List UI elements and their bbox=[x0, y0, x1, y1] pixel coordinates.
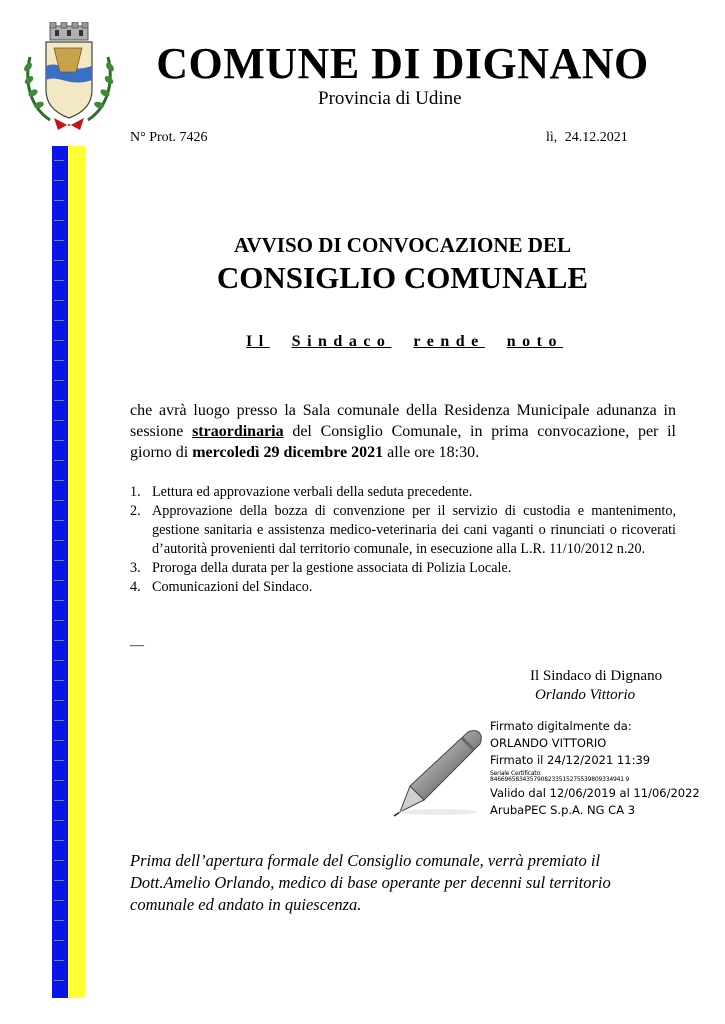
document-date bbox=[546, 130, 628, 146]
stripe-tick bbox=[54, 920, 64, 921]
stripe-tick bbox=[54, 780, 64, 781]
announcement-line bbox=[246, 333, 563, 351]
announce-word: Il bbox=[246, 333, 270, 350]
stripe-tick bbox=[54, 380, 64, 381]
stripe-tick bbox=[54, 160, 64, 161]
date-prefix: lì, bbox=[546, 130, 558, 145]
agenda-item-text: Comunicazioni del Sindaco. bbox=[152, 579, 313, 595]
stripe-tick bbox=[54, 940, 64, 941]
stripe-tick bbox=[54, 800, 64, 801]
stripe-tick bbox=[54, 700, 64, 701]
agenda-item bbox=[130, 502, 676, 559]
agenda-item-number: 3. bbox=[130, 560, 141, 576]
stripe-tick bbox=[54, 360, 64, 361]
stripe-tick bbox=[54, 500, 64, 501]
stripe-tick bbox=[54, 200, 64, 201]
digital-signature-timestamp: Firmato il 24/12/2021 11:39 bbox=[490, 753, 651, 767]
agenda-item-number: 2. bbox=[130, 503, 141, 519]
intro-text: del Consiglio Comunale, in prima convocazione, per il giorno di bbox=[130, 423, 677, 461]
signatory-name: Orlando Vittorio bbox=[535, 687, 636, 703]
notice-heading: AVVISO DI CONVOCAZIONE DEL bbox=[233, 233, 571, 257]
stripe-tick bbox=[54, 460, 64, 461]
stripe-tick bbox=[54, 880, 64, 881]
stripe-tick bbox=[54, 740, 64, 741]
intro-text: che avrà luogo presso la Sala comunale della Residenza Municipale adunanza in sessione bbox=[130, 402, 676, 440]
stripe-tick bbox=[54, 300, 64, 301]
fountain-pen-icon bbox=[390, 726, 486, 818]
stripe-tick bbox=[54, 220, 64, 221]
intro-text: alle ore 18:30. bbox=[383, 444, 480, 461]
agenda-item-text: Approvazione della bozza di convenzione per il servizio di custodia e mantenimento, gestione sanitaria e assistenza medico-veterinaria dei cani vaganti o rinunciati o ricoverati d’autorità provenienti dal territorio comunale, in esecuzione alla L.R. 11/10/2012 n.20. bbox=[152, 503, 676, 557]
certificate-validity: Valido dal 12/06/2019 al 11/06/2022 bbox=[490, 786, 700, 800]
stripe-tick bbox=[54, 340, 64, 341]
page-title: COMUNE DI DIGNANO bbox=[156, 39, 649, 88]
agenda-item bbox=[130, 483, 676, 502]
stripe-tick bbox=[54, 620, 64, 621]
agenda-item bbox=[130, 578, 676, 597]
signatory-role: Il Sindaco di Dignano bbox=[530, 668, 663, 684]
stripe-tick bbox=[54, 660, 64, 661]
stripe-tick bbox=[54, 180, 64, 181]
agenda-item-number: 1. bbox=[130, 484, 141, 500]
agenda-item-number: 4. bbox=[130, 579, 141, 595]
stripe-tick bbox=[54, 400, 64, 401]
meeting-intro bbox=[130, 400, 676, 463]
stripe-tick bbox=[54, 480, 64, 481]
digital-signature-block bbox=[490, 718, 700, 819]
council-heading: CONSIGLIO COMUNALE bbox=[216, 260, 589, 295]
stripe-tick bbox=[54, 680, 64, 681]
session-type: straordinaria bbox=[192, 423, 284, 440]
agenda-item-text: Lettura ed approvazione verbali della seduta precedente. bbox=[152, 484, 473, 500]
stripe-tick bbox=[54, 720, 64, 721]
stripe-tick bbox=[54, 420, 64, 421]
stripe-tick bbox=[54, 960, 64, 961]
stripe-tick bbox=[54, 820, 64, 821]
announce-word: Sindaco bbox=[291, 333, 392, 350]
stripe-tick bbox=[54, 560, 64, 561]
certificate-serial-label: Seriale Certificato: bbox=[490, 770, 542, 777]
award-note: Prima dell’apertura formale del Consiglio comunale, verrà premiato il Dott.Amelio Orlando, medico di base operante per decenni sul territorio comunale ed andato in quiescenza. bbox=[130, 851, 611, 914]
certificate-serial: 8466965834357908233515275539809334941 9 bbox=[490, 776, 630, 783]
announce-word: noto bbox=[506, 333, 563, 350]
stripe-tick bbox=[54, 600, 64, 601]
stripe-tick bbox=[54, 520, 64, 521]
protocol-number: N° Prot. 7426 bbox=[130, 130, 208, 145]
digital-signature-label: Firmato digitalmente da: bbox=[490, 719, 632, 733]
certificate-issuer: ArubaPEC S.p.A. NG CA 3 bbox=[490, 803, 636, 817]
stripe-tick bbox=[54, 440, 64, 441]
stripe-tick bbox=[54, 980, 64, 981]
digital-signature-name: ORLANDO VITTORIO bbox=[490, 736, 607, 750]
stripe-tick bbox=[54, 760, 64, 761]
meeting-day: mercoledì 29 dicembre 2021 bbox=[192, 444, 384, 461]
stripe-tick bbox=[54, 640, 64, 641]
separator-dash: — bbox=[130, 638, 144, 653]
stripe-tick bbox=[54, 900, 64, 901]
stripe-tick bbox=[54, 580, 64, 581]
stripe-tick bbox=[54, 320, 64, 321]
announce-word: rende bbox=[413, 333, 485, 350]
stripe-tick bbox=[54, 540, 64, 541]
province-subtitle: Provincia di Udine bbox=[318, 88, 462, 109]
agenda-item bbox=[130, 559, 676, 578]
stripe-tick bbox=[54, 840, 64, 841]
agenda-item-text: Proroga della durata per la gestione associata di Polizia Locale. bbox=[152, 560, 512, 576]
stripe-tick bbox=[54, 860, 64, 861]
agenda-list bbox=[130, 483, 676, 597]
date-value: 24.12.2021 bbox=[564, 130, 628, 145]
